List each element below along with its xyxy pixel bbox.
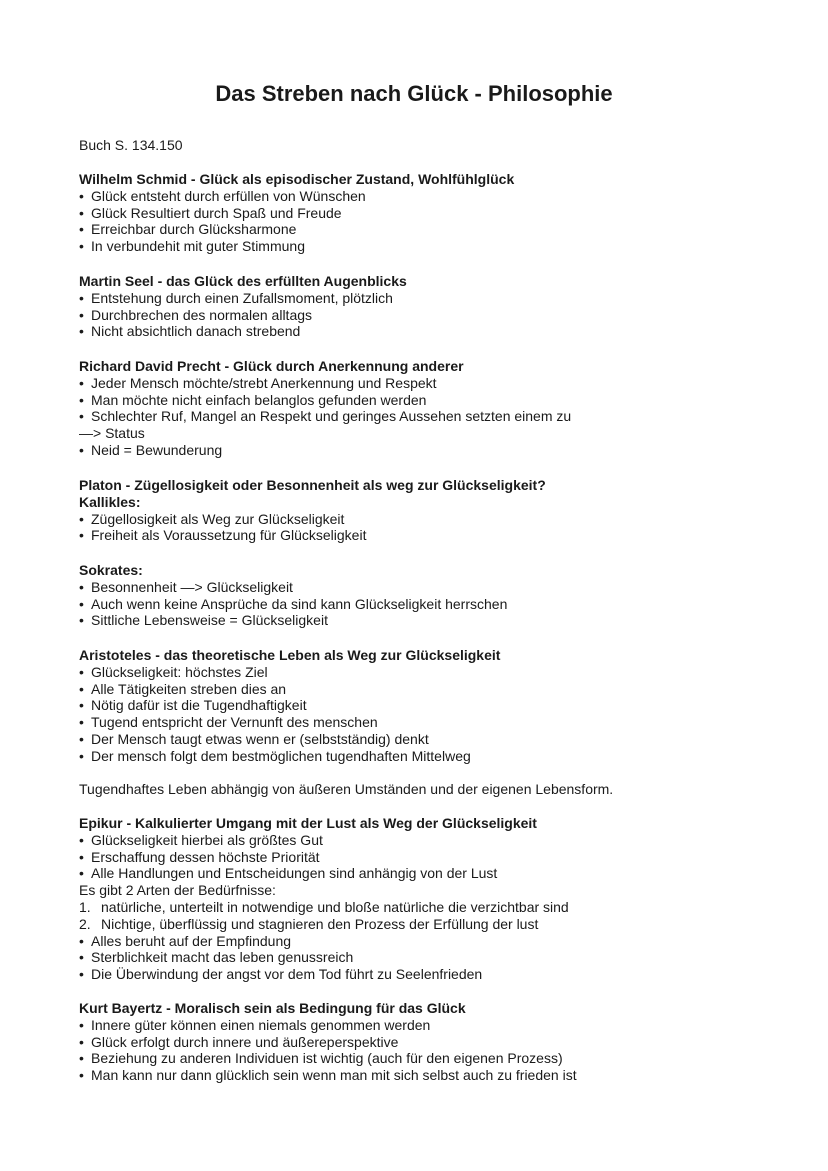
list-item: • Schlechter Ruf, Mangel an Respekt und geringes Aussehen setzten einem zu [79,408,769,425]
list-item: • Zügellosigkeit als Weg zur Glückseligkeit [79,511,769,528]
section-schmid [79,171,769,255]
list-item: • Der Mensch taugt etwas wenn er (selbstständig) denkt [79,731,769,748]
list-item: • Nötig dafür ist die Tugendhaftigkeit [79,697,769,714]
status-line: —> Status [79,425,145,442]
list-item: • Durchbrechen des normalen alltags [79,307,769,324]
needs-line: Es gibt 2 Arten der Bedürfnisse: [79,882,276,899]
list-item: • Erschaffung dessen höchste Priorität [79,849,769,866]
list-item: • Glückseligkeit hierbei als größtes Gut [79,832,769,849]
section-heading: Kurt Bayertz - Moralisch sein als Bedingung für das Glück [79,1000,466,1016]
list-item: • Tugend entspricht der Vernunft des menschen [79,714,769,731]
list-item: • Jeder Mensch möchte/strebt Anerkennung und Respekt [79,375,769,392]
aristoteles-note: Tugendhaftes Leben abhängig von äußeren Umständen und der eigenen Lebensform. [79,781,614,797]
item-text: Nichtige, überflüssig und stagnieren den Prozess der Erfüllung der lust [101,915,539,932]
list-item: • Alle Tätigkeiten streben dies an [79,681,769,698]
section-precht [79,358,769,459]
list-item: • Glück Resultiert durch Spaß und Freude [79,205,769,222]
numbered-item [79,899,769,916]
list-item: • Glückseligkeit: höchstes Ziel [79,664,769,681]
item-text: natürliche, unterteilt in notwendige und bloße natürliche die verzichtbar sind [101,898,569,915]
list-item: • Glück entsteht durch erfüllen von Wünschen [79,188,769,205]
list-item: • Sterblichkeit macht das leben genussreich [79,949,769,966]
section-heading: Richard David Precht - Glück durch Anerkennung anderer [79,358,464,374]
list-item: • Freiheit als Voraussetzung für Glückseligkeit [79,527,769,544]
numbered-item [79,916,769,933]
section-aristoteles [79,647,769,765]
item-number: 2. [79,915,91,932]
list-item: • Alle Handlungen und Entscheidungen sind anhängig von der Lust [79,865,769,882]
list-item: • Entstehung durch einen Zufallsmoment, plötzlich [79,290,769,307]
list-item: • Besonnenheit —> Glückseligkeit [79,579,769,596]
section-epikur [79,815,769,983]
subheading-kallikles: Kallikles: [79,493,141,510]
page-title: Das Streben nach Glück - Philosophie [215,81,613,106]
list-item: • Beziehung zu anderen Individuen ist wichtig (auch für den eigenen Prozess) [79,1050,769,1067]
list-item: • Innere güter können einen niemals genommen werden [79,1017,769,1034]
book-reference: Buch S. 134.150 [79,137,183,153]
list-item: • Auch wenn keine Ansprüche da sind kann Glückseligkeit herrschen [79,596,769,613]
section-sokrates [79,562,769,629]
list-item: • Nicht absichtlich danach strebend [79,323,769,340]
section-seel [79,273,769,340]
list-item: • Der mensch folgt dem bestmöglichen tugendhaften Mittelweg [79,748,769,765]
section-platon [79,477,769,544]
list-item: • Glück erfolgt durch innere und äußereperspektive [79,1034,769,1051]
list-item: • Sittliche Lebensweise = Glückseligkeit [79,612,769,629]
section-heading: Epikur - Kalkulierter Umgang mit der Lust als Weg der Glückseligkeit [79,815,537,831]
subheading-sokrates: Sokrates: [79,562,143,578]
section-heading: Wilhelm Schmid - Glück als episodischer Zustand, Wohlfühlglück [79,171,515,187]
item-number: 1. [79,898,91,915]
list-item: • Neid = Bewunderung [79,442,769,459]
section-heading: Martin Seel - das Glück des erfüllten Augenblicks [79,273,407,289]
list-item: • In verbundehit mit guter Stimmung [79,238,769,255]
section-bayertz [79,1000,769,1084]
section-heading: Platon - Zügellosigkeit oder Besonnenheit als weg zur Glückseligkeit? [79,477,546,493]
list-item: • Man möchte nicht einfach belanglos gefunden werden [79,392,769,409]
list-item: • Alles beruht auf der Empfindung [79,933,769,950]
section-heading: Aristoteles - das theoretische Leben als Weg zur Glückseligkeit [79,647,501,663]
list-item: • Erreichbar durch Glücksharmone [79,221,769,238]
list-item: • Die Überwindung der angst vor dem Tod führt zu Seelenfrieden [79,966,769,983]
list-item: • Man kann nur dann glücklich sein wenn man mit sich selbst auch zu frieden ist [79,1067,769,1084]
